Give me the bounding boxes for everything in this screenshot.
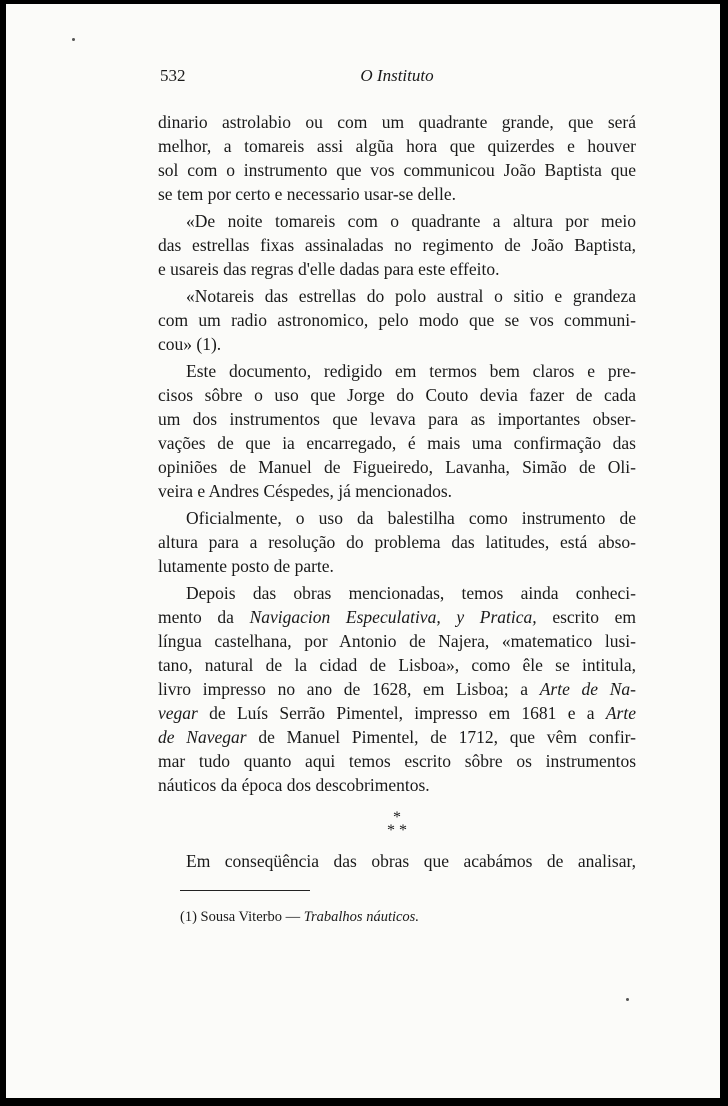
text-segment: com um radio astronomico, pelo modo que se vos communi- — [158, 310, 636, 330]
text-segment: Oficialmente, o uso da balestilha como instrumento de — [186, 508, 636, 528]
text-segment: lutamente posto de parte. — [158, 556, 334, 576]
text-line — [158, 257, 636, 281]
footnote-marker: (1) — [180, 909, 197, 925]
text-line — [158, 581, 636, 605]
text-segment: opiniões de Manuel de Figueiredo, Lavanha, Simão de Oli- — [158, 457, 636, 477]
text-line — [158, 209, 636, 233]
text-segment: Depois das obras mencionadas, temos ainda conheci- — [186, 583, 636, 603]
text-segment: melhor, a tomareis assi algũa hora que quizerdes e houver — [158, 136, 636, 156]
text-line — [158, 629, 636, 653]
text-segment: veira e Andres Céspedes, já mencionados. — [158, 481, 453, 501]
text-line — [158, 407, 636, 431]
text-segment: «Notareis das estrellas do polo austral o sitio e grandeza — [186, 286, 636, 306]
text-line — [158, 233, 636, 257]
text-segment: dinario astrolabio ou com um quadrante grande, que será — [158, 112, 636, 132]
footnote-title: Trabalhos náuticos. — [303, 909, 419, 925]
text-segment: Em conseqüência das obras que acabámos de analisar, — [186, 851, 636, 871]
text-line — [158, 383, 636, 407]
italic-segment: Navigacion Especulativa, y Pratica, — [249, 607, 537, 627]
text-segment: um dos instrumentos que levava para as importantes obser- — [158, 409, 636, 429]
text-line — [158, 701, 636, 725]
text-segment: mar tudo quanto aqui temos escrito sôbre os instrumentos — [158, 751, 636, 771]
text-segment: sol com o instrumento que vos communicou João Baptista que — [158, 160, 636, 180]
text-segment: náuticos da época dos descobrimentos. — [158, 775, 430, 795]
text-segment: se tem por certo e necessario usar-se delle. — [158, 184, 456, 204]
separator-stars-bottom: * * — [387, 822, 407, 839]
section-separator — [158, 811, 636, 837]
italic-segment: vegar — [158, 703, 198, 723]
paper-speck — [72, 38, 75, 41]
text-segment: mento da — [158, 607, 250, 627]
footnote — [180, 909, 419, 926]
text-line — [158, 506, 636, 530]
text-line — [158, 554, 636, 578]
text-line — [158, 359, 636, 383]
text-segment: livro impresso no ano de 1628, em Lisboa; a — [158, 679, 540, 699]
text-line — [158, 773, 636, 797]
running-title: O Instituto — [360, 66, 434, 85]
text-segment: das estrellas fixas assinaladas no regimento de João Baptista, — [158, 235, 636, 255]
text-line — [158, 284, 636, 308]
text-segment: «De noite tomareis com o quadrante a altura por meio — [186, 211, 636, 231]
running-header — [158, 66, 636, 94]
text-segment: de Manuel Pimentel, de 1712, que vêm confir- — [246, 727, 636, 747]
body-text — [158, 110, 636, 873]
text-segment: cou» (1). — [158, 334, 222, 354]
text-line — [158, 605, 636, 629]
italic-segment: Arte de Na- — [539, 679, 636, 699]
italic-segment: Arte — [605, 703, 636, 723]
italic-segment: de Navegar — [158, 727, 247, 747]
footnote-rule — [180, 890, 310, 891]
text-segment: escrito em — [536, 607, 637, 627]
text-line — [158, 308, 636, 332]
text-segment: Este documento, redigido em termos bem claros e pre- — [186, 361, 636, 381]
text-line — [158, 677, 636, 701]
text-line — [158, 134, 636, 158]
text-block — [158, 66, 637, 925]
text-segment: e usareis das regras d'elle dadas para este effeito. — [158, 259, 500, 279]
text-line — [158, 332, 636, 356]
text-segment: vações de que ia encarregado, é mais uma confirmação das — [158, 433, 636, 453]
text-line — [158, 849, 636, 873]
text-segment: tano, natural de la cidad de Lisboa», como êle se intitula, — [158, 655, 636, 675]
text-line — [158, 158, 636, 182]
separator-star-top: * — [393, 809, 401, 826]
text-line — [158, 182, 636, 206]
text-line — [158, 455, 636, 479]
text-line — [158, 431, 636, 455]
text-segment: cisos sôbre o uso que Jorge do Couto devia fazer de cada — [158, 385, 636, 405]
text-segment: língua castelhana, por Antonio de Najera, «matematico lusi- — [158, 631, 636, 651]
paper-speck — [626, 998, 629, 1001]
text-segment: altura para a resolução do problema das latitudes, está abso- — [158, 532, 636, 552]
page-number: 532 — [160, 66, 186, 85]
text-line — [158, 725, 636, 749]
footnote-author: Sousa Viterbo — — [200, 909, 301, 925]
text-line — [158, 530, 636, 554]
book-page — [6, 4, 720, 1098]
text-segment: de Luís Serrão Pimentel, impresso em 1681 e a — [197, 703, 606, 723]
text-line — [158, 749, 636, 773]
text-line — [158, 110, 636, 134]
text-line — [158, 653, 636, 677]
text-line — [158, 479, 636, 503]
